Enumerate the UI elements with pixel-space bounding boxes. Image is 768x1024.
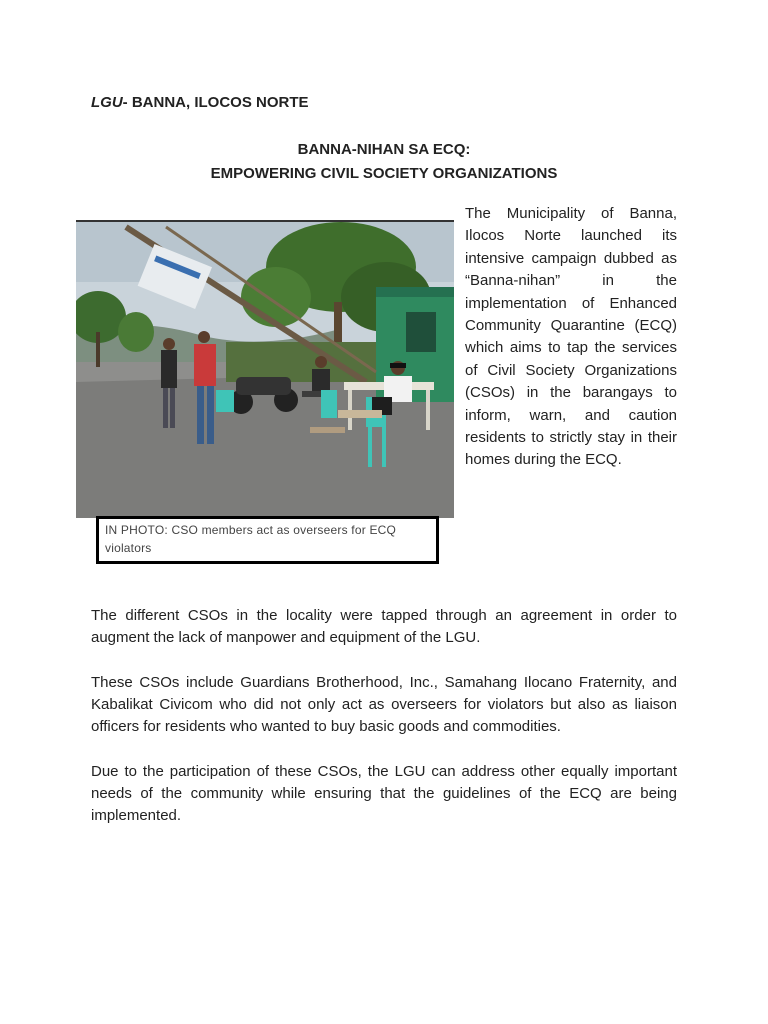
title-line-2: EMPOWERING CIVIL SOCIETY ORGANIZATIONS bbox=[210, 165, 558, 182]
document-title bbox=[0, 138, 768, 186]
intro-paragraph: The Municipality of Banna, Ilocos Norte launched its intensive campaign dubbed as “Banna-nihan” in the implementation of Enhanced Community Quarantine (ECQ) which aims to tap the services of Civil Society Organizations (CSOs) in the barangays to inform, warn, and caution residents to strictly stay in their homes during the ECQ. bbox=[465, 205, 677, 469]
paragraph-1: The different CSOs in the locality were tapped through an agreement in order to augment the lack of manpower and equipment of the LGU. bbox=[91, 607, 677, 646]
header-line bbox=[91, 94, 309, 111]
location-label: - BANNA, ILOCOS NORTE bbox=[122, 94, 309, 111]
title-line-1: BANNA-NIHAN SA ECQ: bbox=[297, 141, 471, 158]
lgu-label: LGU bbox=[91, 94, 123, 111]
paragraph-2: These CSOs include Guardians Brotherhood, Inc., Samahang Ilocano Fraternity, and Kabalikat Civicom who did not only act as overseers for violators but also as liaison officers for residents who wanted to buy basic goods and commodities. bbox=[91, 674, 677, 735]
photo-illustration bbox=[76, 222, 454, 518]
paragraph-3: Due to the participation of these CSOs, the LGU can address other equally important needs of the community while ensuring that the guidelines of the ECQ are being implemented. bbox=[91, 763, 677, 824]
cso-photo bbox=[76, 220, 454, 518]
photo-caption: IN PHOTO: CSO members act as overseers for ECQ violators bbox=[96, 516, 439, 564]
